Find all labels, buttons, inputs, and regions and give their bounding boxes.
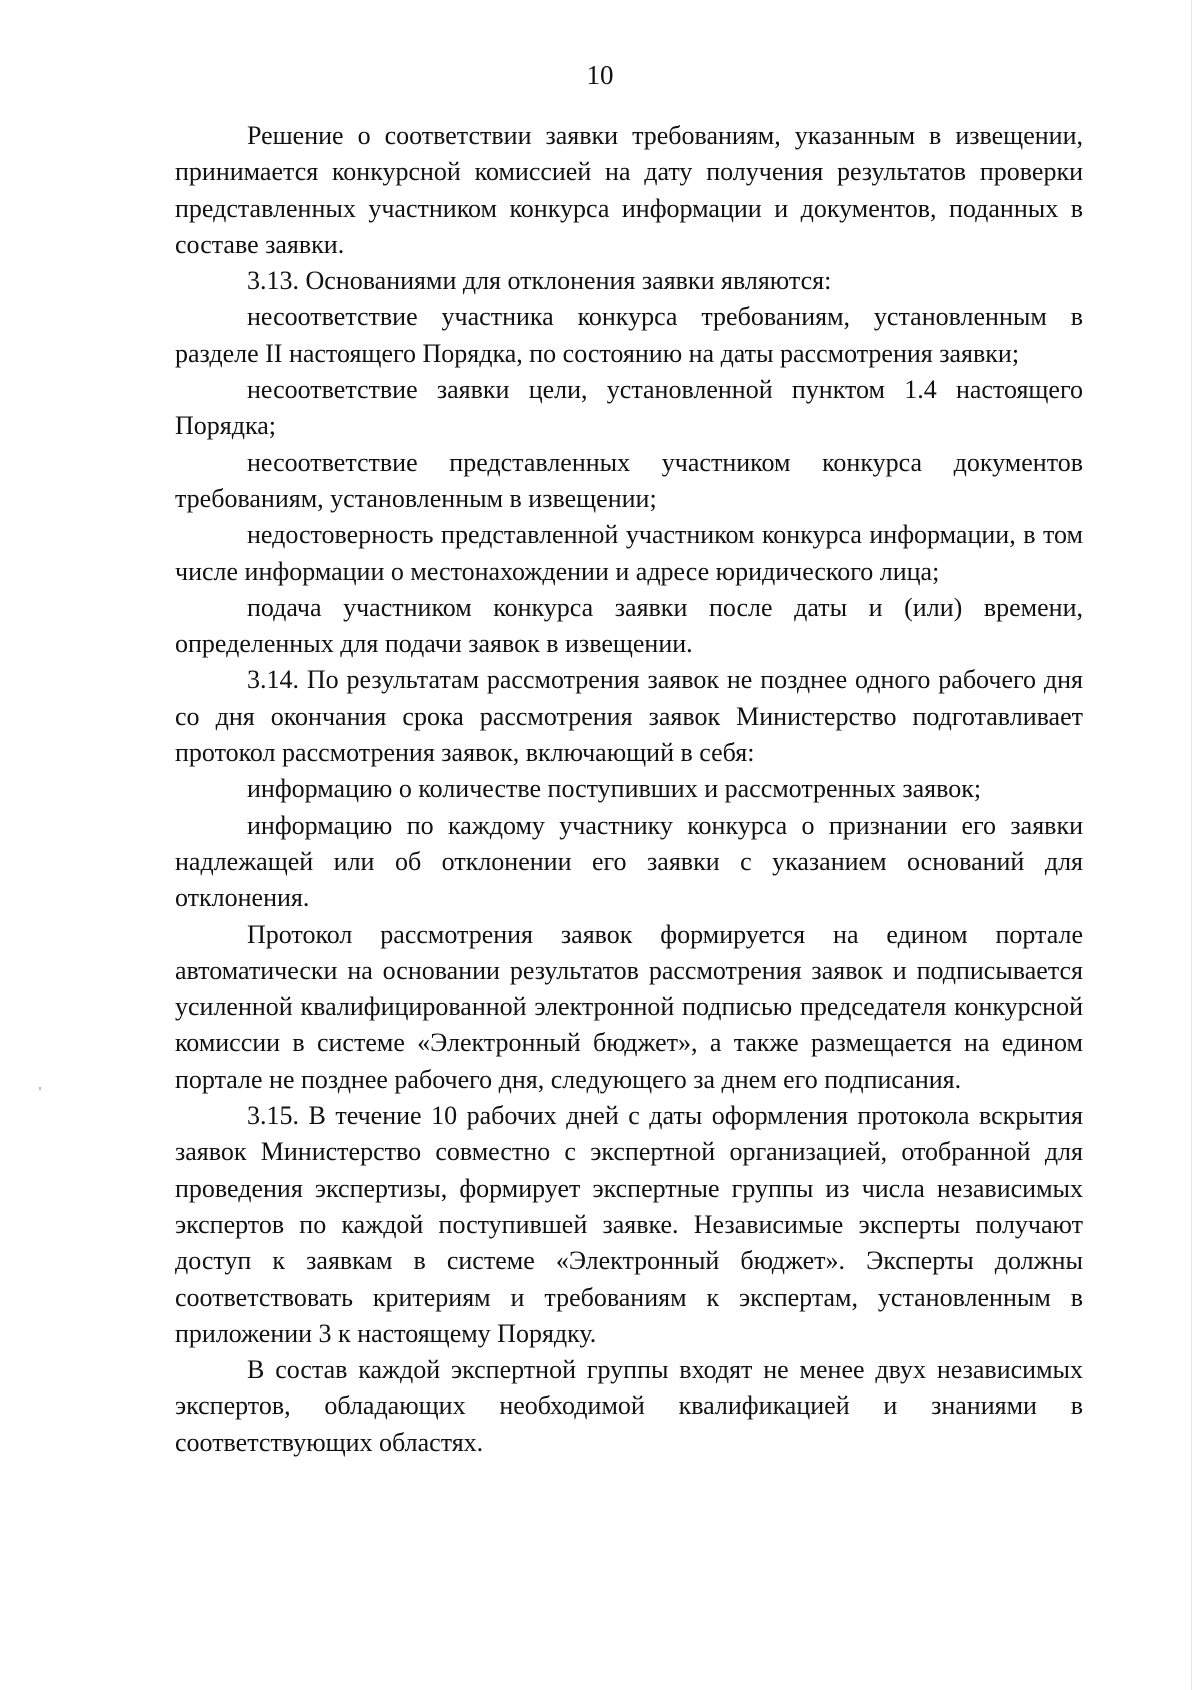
document-body	[175, 118, 1083, 1461]
paragraph-protocol-quantity-info: информацию о количестве поступивших и рассмотренных заявок;	[247, 774, 982, 804]
paragraph-rejection-reason-participant: несоответствие участника конкурса требованиям, установленным в разделе II настоящего Порядка, по состоянию на даты рассмотрения заявки;	[175, 302, 1083, 368]
paragraph-application-compliance-decision: Решение о соответствии заявки требованиям, указанным в извещении, принимается конкурсной комиссией на дату получения результатов проверки представленных участником конкурса информации и документов, поданных в составе заявки.	[175, 121, 1083, 259]
paragraph-protocol-portal-signing: Протокол рассмотрения заявок формируется на едином портале автоматически на основании результатов рассмотрения заявок и подписывается усиленной квалифицированной электронной подписью председателя конкурсной комиссии в системе «Электронный бюджет», а также размещается на едином портале не позднее рабочего дня, следующего за днем его подписания.	[175, 919, 1083, 1094]
paragraph-3-14-protocol: 3.14. По результатам рассмотрения заявок не позднее одного рабочего дня со дня окончания срока рассмотрения заявок Министерство подготавливает протокол рассмотрения заявок, включающий в себя:	[175, 665, 1083, 768]
page-number: 10	[586, 60, 614, 90]
scan-edge-line	[1191, 0, 1192, 1690]
paragraph-3-13-heading: 3.13. Основаниями для отклонения заявки являются:	[247, 266, 832, 296]
paragraph-rejection-reason-late-submission: подача участником конкурса заявки после даты и (или) времени, определенных для подачи заявок в извещении.	[175, 592, 1083, 659]
paragraph-rejection-reason-documents: несоответствие представленных участником конкурса документов требованиям, установленным в извещении;	[175, 447, 1083, 513]
paragraph-expert-group-composition: В состав каждой экспертной группы входят не менее двух независимых экспертов, обладающих необходимой квалификацией и знаниями в соответствующих областях.	[175, 1355, 1083, 1457]
paragraph-3-15-expert-groups: 3.15. В течение 10 рабочих дней с даты оформления протокола вскрытия заявок Министерство совместно с экспертной организацией, отобранной для проведения экспертизы, формирует экспертные группы из числа независимых экспертов по каждой поступившей заявке. Независимые эксперты получают доступ к заявкам в системе «Электронный бюджет». Эксперты должны соответствовать критериям и требованиям к экспертам, установленным в приложении 3 к настоящему Порядку.	[175, 1101, 1083, 1348]
paragraph-rejection-reason-inaccuracy: недостоверность представленной участником конкурса информации, в том числе информации о местонахождении и адресе юридического лица;	[175, 520, 1083, 586]
scan-speck	[39, 1087, 41, 1090]
paragraph-protocol-participant-info: информацию по каждому участнику конкурса о признании его заявки надлежащей или об отклонении его заявки с указанием оснований для отклонения.	[175, 810, 1083, 913]
paragraph-rejection-reason-goal: несоответствие заявки цели, установленной пунктом 1.4 настоящего Порядка;	[175, 375, 1083, 441]
